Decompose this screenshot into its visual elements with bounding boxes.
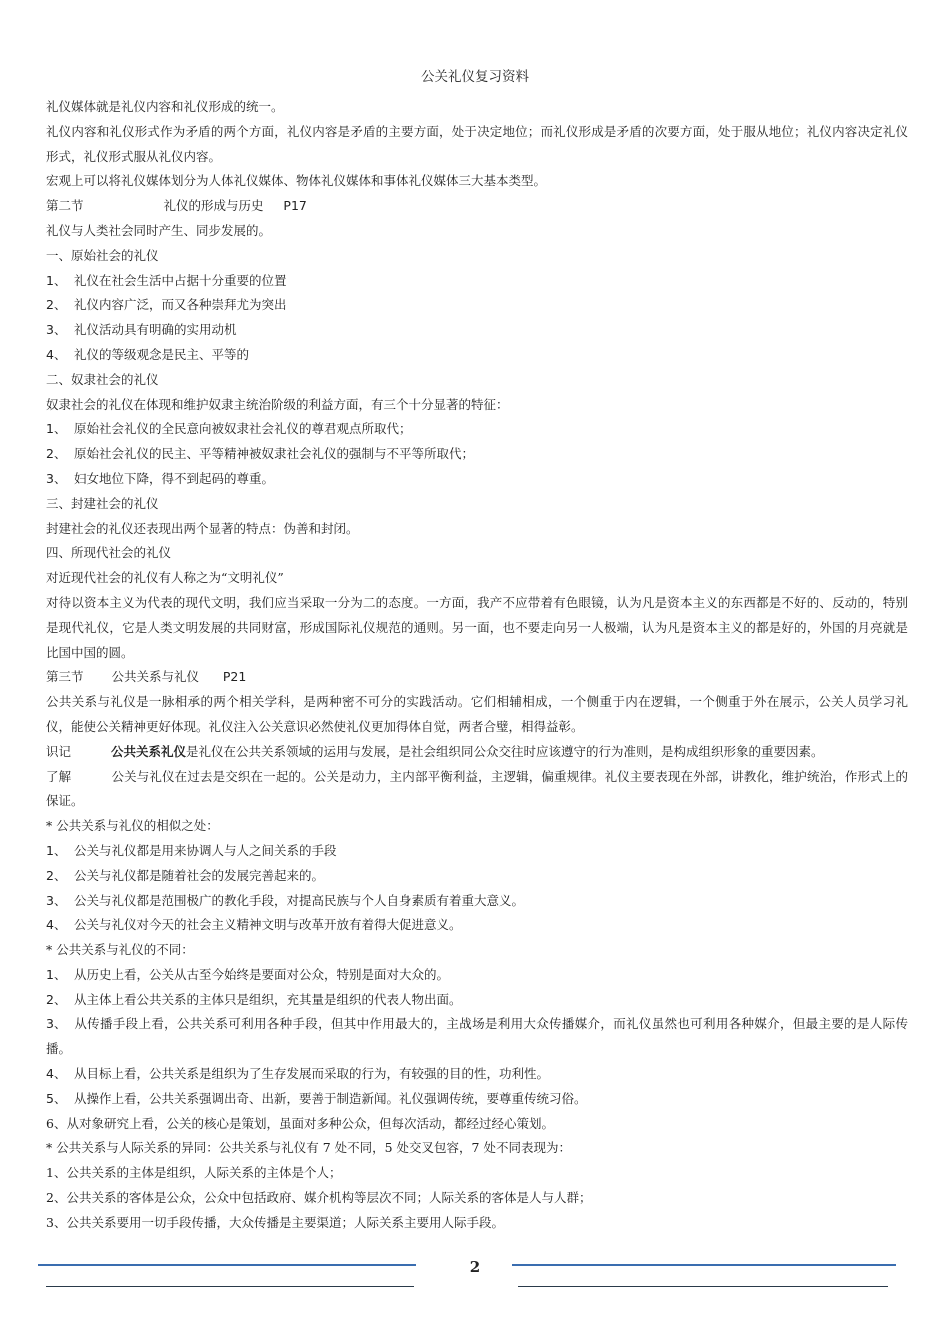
list-item: 3、公共关系要用一切手段传播，大众传播是主要渠道；人际关系主要用人际手段。	[46, 1214, 504, 1230]
list-item: 1、 从历史上看，公关从古至今始终是要面对公众，特别是面对大众的。	[46, 966, 450, 982]
list-item: 1、 公关与礼仪都是用来协调人与人之间关系的手段	[46, 842, 337, 858]
definition-term: 公共关系礼仪	[111, 743, 187, 759]
definition-text: 公关与礼仪在过去是交织在一起的。公关是动力，主内部平衡利益，主逻辑，偏重规律。礼仪主要表现在外部，讲教化，维护统治，作形式上的保证。	[46, 768, 908, 809]
list-item: 2、公共关系的客体是公众，公众中包括政府、媒介机构等层次不同；人际关系的客体是人与人群；	[46, 1190, 592, 1206]
list-item: 4、 从目标上看，公共关系是组织为了生存发展而采取的行为，有较强的目的性，功利性。	[46, 1066, 550, 1082]
list-item: 4、 礼仪的等级观念是民主、平等的	[46, 346, 250, 362]
paragraph: 礼仪与人类社会同时产生、同步发展的。	[46, 222, 272, 238]
section-label: 第二节	[46, 198, 84, 214]
paragraph: 对近现代社会的礼仪有人称之为“文明礼仪”	[46, 570, 284, 586]
subheading: 一、原始社会的礼仪	[46, 247, 159, 263]
list-item: 3、 公关与礼仪都是范围极广的教化手段，对提高民族与个人自身素质有着重大意义。	[46, 892, 525, 908]
subheading: 三、封建社会的礼仪	[46, 495, 159, 511]
section-heading	[46, 194, 908, 219]
list-item: 3、 从传播手段上看，公共关系可利用各种手段，但其中作用最大的，主战场是利用大众传播媒介，而礼仪虽然也可利用各种媒介，但最主要的是人际传播。	[46, 1016, 908, 1057]
document-title: 公关礼仪复习资料	[421, 69, 529, 85]
list-item: 2、 礼仪内容广泛，而又各种崇拜尤为突出	[46, 297, 287, 313]
paragraph: 对待以资本主义为代表的现代文明，我们应当采取一分为二的态度。一方面，我产不应带着有色眼镜，认为凡是资本主义的东西都是不好的、反动的，特别是现代礼仪，它是人类文明发展的共同财富，形成国际礼仪规范的通则。另一面，也不要走向另一人极端，认为凡是资本主义的都是好的，外国的月亮就是比国中国的圆。	[46, 594, 908, 660]
paragraph: 奴隶社会的礼仪在体现和维护奴隶主统治阶级的利益方面，有三个十分显著的特征：	[46, 396, 509, 412]
list-item: 5、 从操作上看，公共关系强调出奇、出新，要善于制造新闻。礼仪强调传统，要尊重传统习俗。	[46, 1090, 587, 1106]
paragraph: 宏观上可以将礼仪媒体划分为人体礼仪媒体、物体礼仪媒体和事体礼仪媒体三大基本类型。	[46, 173, 547, 189]
definition	[46, 765, 908, 815]
definition	[46, 740, 908, 765]
footer-rule	[46, 1286, 414, 1287]
list-item: 3、 妇女地位下降，得不到起码的尊重。	[46, 470, 275, 486]
section-title: 公共关系与礼仪	[111, 669, 200, 685]
list-item: 3、 礼仪活动具有明确的实用动机	[46, 322, 237, 338]
section-page-ref: P17	[283, 198, 307, 214]
list-item: 1、 原始社会礼仪的全民意向被奴隶社会礼仪的尊君观点所取代；	[46, 421, 412, 437]
list-item: 1、 礼仪在社会生活中占据十分重要的位置	[46, 272, 287, 288]
list-item: 1、公共关系的主体是组织，人际关系的主体是个人；	[46, 1165, 342, 1181]
subheading: * 公共关系与人际关系的异同：公共关系与礼仪有 7 处不同，5 处交叉包容，7 处不同表现为：	[46, 1140, 571, 1156]
list-item: 4、 公关与礼仪对今天的社会主义精神文明与改革开放有着得大促进意义。	[46, 917, 462, 933]
list-item: 2、 原始社会礼仪的民主、平等精神被奴隶社会礼仪的强制与不平等所取代；	[46, 446, 475, 462]
section-heading	[46, 665, 908, 690]
page-number: 2	[469, 1258, 481, 1276]
list-item: 6、从对象研究上看，公关的核心是策划，虽面对多种公众，但每次活动，都经过经心策划。	[46, 1115, 554, 1131]
paragraph: 礼仪媒体就是礼仪内容和礼仪形成的统一。	[46, 99, 284, 114]
paragraph: 公共关系与礼仪是一脉相承的两个相关学科，是两种密不可分的实践活动。它们相辅相成，一个侧重于内在逻辑，一个侧重于外在展示，公关人员学习礼仪，能使公关精神更好体现。礼仪注入公关意识必然使礼仪更加得体自觉，两者合璧，相得益彰。	[46, 694, 908, 734]
footer-rule	[518, 1286, 888, 1287]
paragraph: 封建社会的礼仪还表现出两个显著的特点：伪善和封闭。	[46, 520, 359, 536]
section-page-ref: P21	[222, 669, 247, 685]
paragraph: 礼仪内容和礼仪形式作为矛盾的两个方面，礼仪内容是矛盾的主要方面，处于决定地位；而礼仪形成是矛盾的次要方面，处于服从地位；礼仪内容决定礼仪形式，礼仪形式服从礼仪内容。	[46, 123, 908, 164]
subheading: 四、所现代社会的礼仪	[46, 545, 172, 561]
subheading: 二、奴隶社会的礼仪	[46, 371, 159, 387]
subheading: * 公共关系与礼仪的不同：	[46, 942, 194, 958]
definition-label: 了解	[46, 768, 72, 784]
document-body	[46, 95, 908, 1236]
list-item: 2、 从主体上看公共关系的主体只是组织，充其量是组织的代表人物出面。	[46, 991, 462, 1007]
section-label: 第三节	[46, 669, 84, 685]
definition-text: 是礼仪在公共关系领域的运用与发展，是社会组织同公众交往时应该遵守的行为准则，是构成组织形象的重要因素。	[186, 743, 824, 759]
section-title: 礼仪的形成与历史	[163, 198, 264, 214]
subheading: * 公共关系与礼仪的相似之处：	[46, 818, 219, 834]
list-item: 2、 公关与礼仪都是随着社会的发展完善起来的。	[46, 867, 325, 883]
definition-label: 识记	[46, 743, 72, 759]
